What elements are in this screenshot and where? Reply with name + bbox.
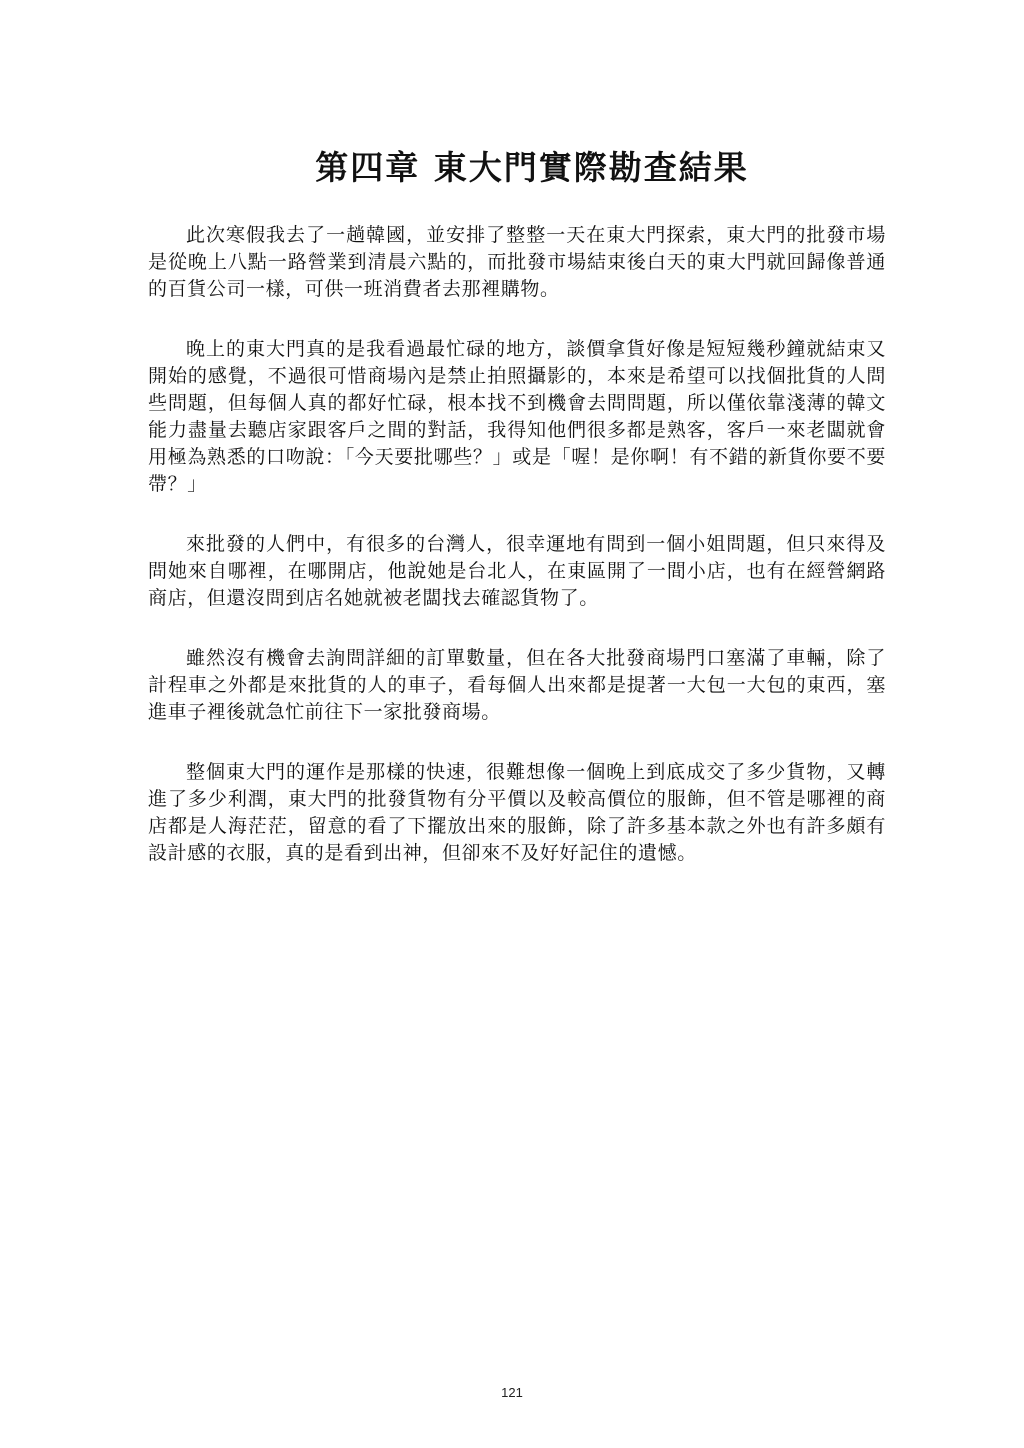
paragraph-1: 此次寒假我去了一趟韓國，並安排了整整一天在東大門探索，東大門的批發市場是從晚上八點一路營業到清晨六點的，而批發市場結束後白天的東大門就回歸像普通的百貨公司一樣，可供一班消費者去那裡購物。 xyxy=(148,224,886,300)
paragraph-4: 雖然沒有機會去詢問詳細的訂單數量，但在各大批發商場門口塞滿了車輛，除了計程車之外都是來批貨的人的車子，看每個人出來都是提著一大包一大包的東西，塞進車子裡後就急忙前往下一家批發商場。 xyxy=(148,647,886,723)
paragraph-2: 晚上的東大門真的是我看過最忙碌的地方，談價拿貨好像是短短幾秒鐘就結束又開始的感覺，不過很可惜商場內是禁止拍照攝影的，本來是希望可以找個批貨的人問些問題，但每個人真的都好忙碌，根本找不到機會去問問題，所以僅依靠淺薄的韓文能力盡量去聽店家跟客戶之間的對話，我得知他們很多都是熟客，客戶一來老闆就會用極為熟悉的口吻說：「今天要批哪些？」或是「喔！是你啊！有不錯的新貨你要不要帶？」 xyxy=(148,338,886,495)
chapter-title: 第四章 東大門實際勘查結果 xyxy=(315,148,749,187)
paragraph-3: 來批發的人們中，有很多的台灣人，很幸運地有問到一個小姐問題，但只來得及問她來自哪裡，在哪開店，他說她是台北人，在東區開了一間小店，也有在經營網路商店，但還沒問到店名她就被老闆找去確認貨物了。 xyxy=(148,533,886,609)
body-text xyxy=(148,222,886,900)
paragraph-5: 整個東大門的運作是那樣的快速，很難想像一個晚上到底成交了多少貨物，又轉進了多少利潤，東大門的批發貨物有分平價以及較高價位的服飾，但不管是哪裡的商店都是人海茫茫，留意的看了下擺放出來的服飾，除了許多基本款之外也有許多頗有設計感的衣服，真的是看到出神，但卻來不及好好記住的遺憾。 xyxy=(148,761,886,864)
page-number: 121 xyxy=(501,1385,523,1400)
